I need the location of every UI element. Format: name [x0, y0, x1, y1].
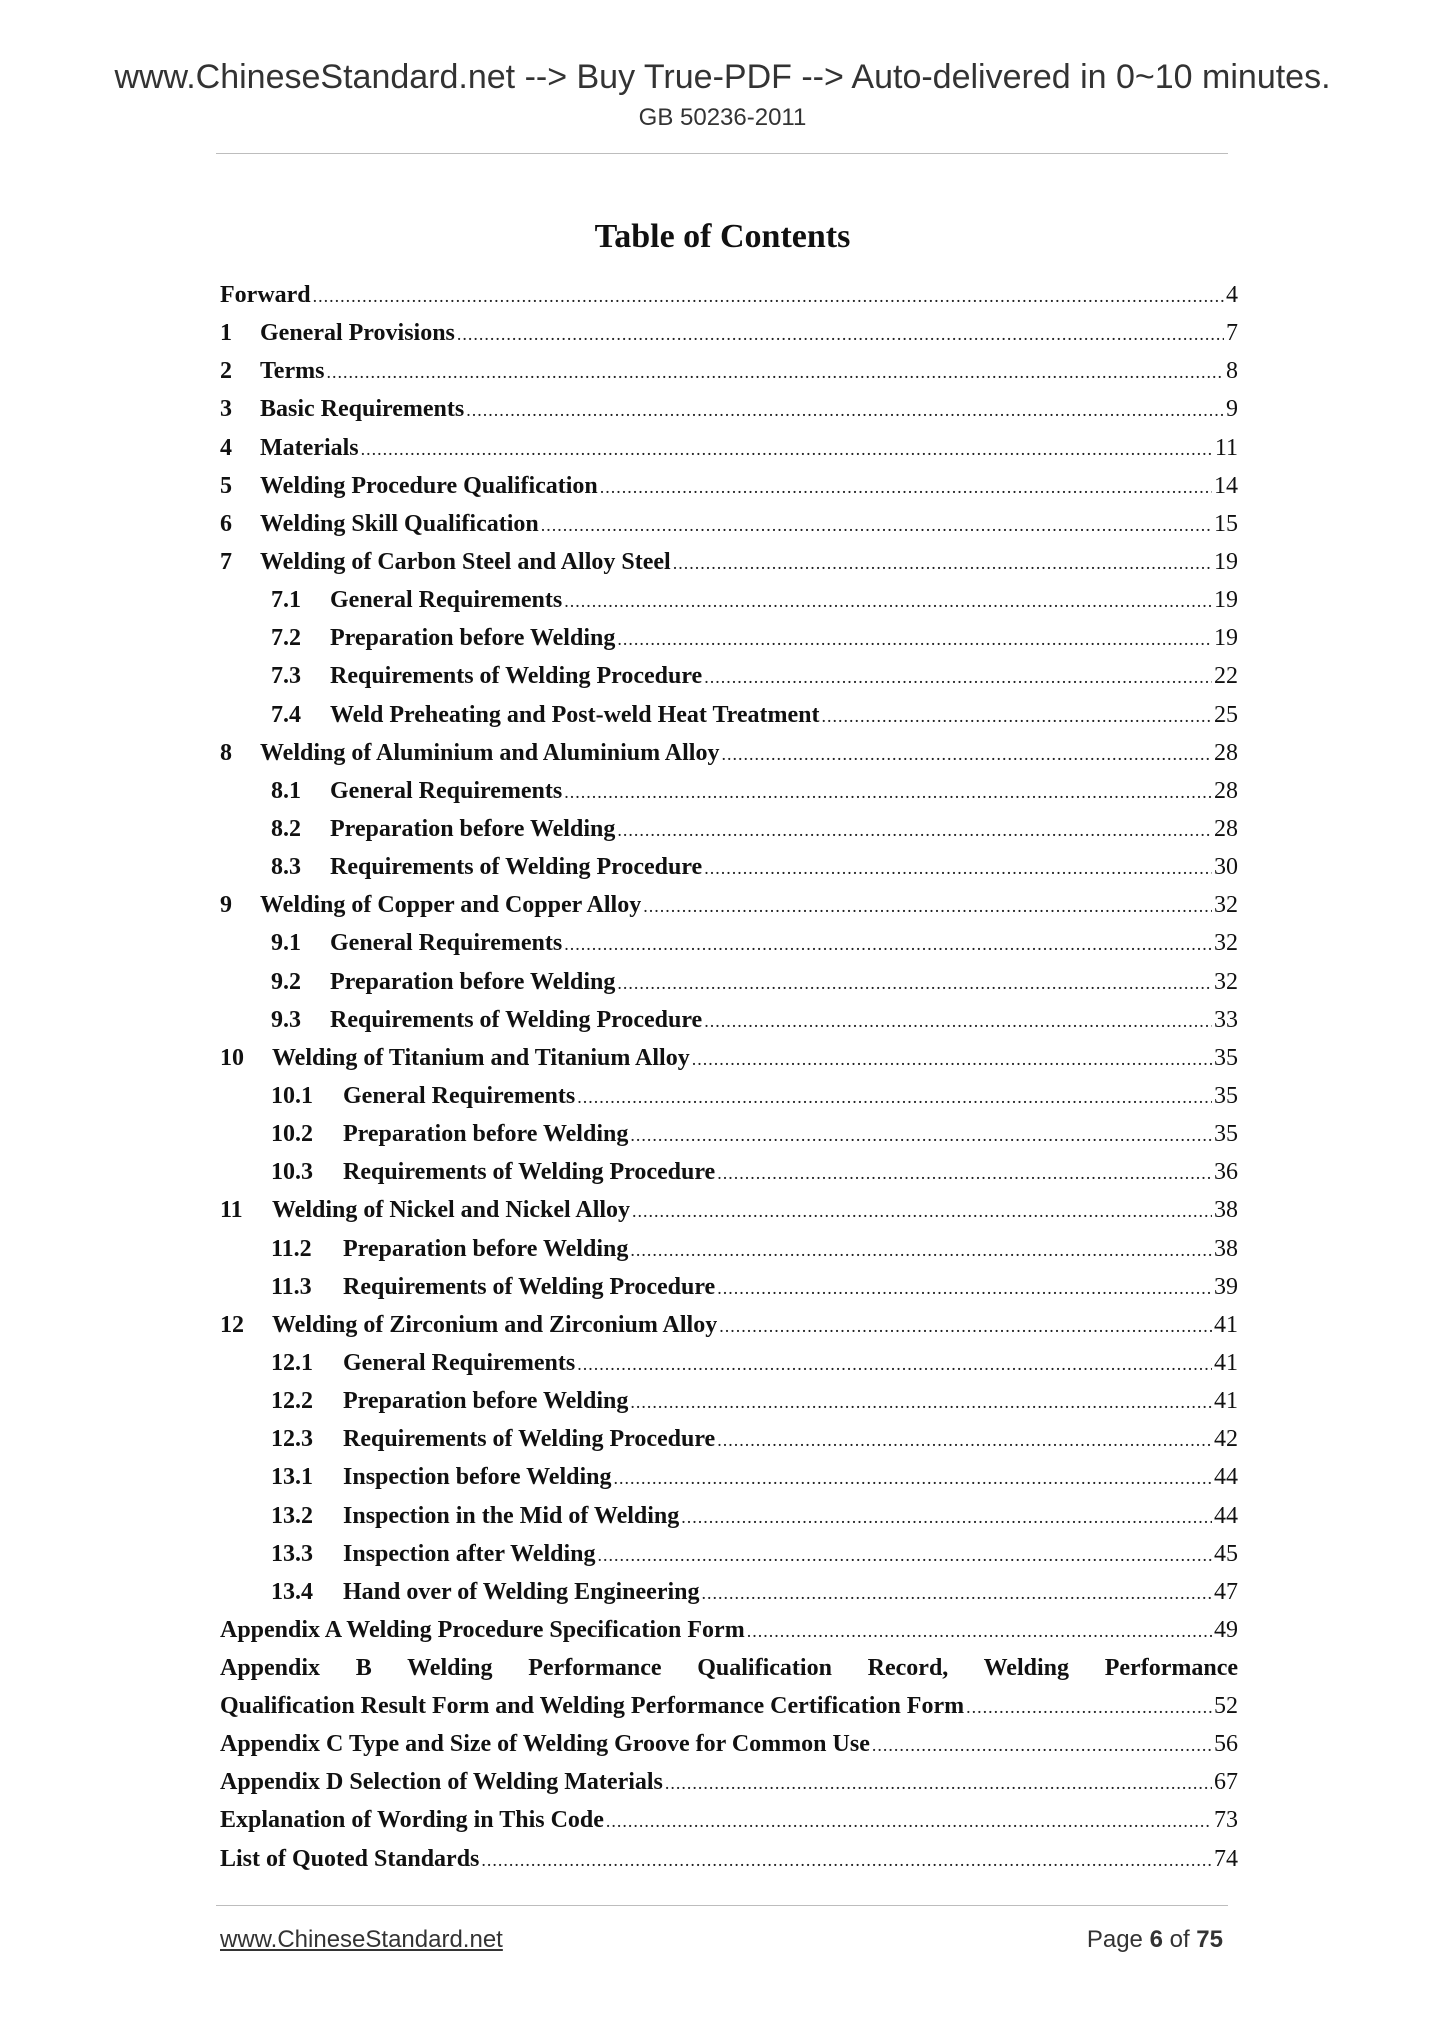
- toc-dot-leader: [541, 506, 1212, 544]
- toc-entry-number: 8.2: [271, 815, 301, 842]
- toc-entry-title: Welding Skill Qualification: [260, 510, 539, 537]
- toc-entry-number: 9.3: [271, 1006, 301, 1033]
- toc-entry-title: General Requirements: [330, 777, 563, 804]
- toc-entry[interactable]: [220, 886, 1238, 924]
- toc-entry[interactable]: [220, 1306, 1238, 1344]
- header-banner[interactable]: www.ChineseStandard.net --> Buy True-PDF --> Auto-delivered in 0~10 minutes.: [114, 58, 1331, 96]
- toc-entry-title: Welding of Aluminium and Aluminium Alloy: [260, 739, 720, 766]
- toc-dot-leader: [681, 1498, 1212, 1536]
- toc-entry-title: Welding of Copper and Copper Alloy: [260, 892, 642, 919]
- toc-entry-page: 9: [1226, 396, 1238, 423]
- toc-entry[interactable]: [220, 848, 1238, 886]
- toc-dot-leader: [673, 544, 1212, 582]
- toc-entry-number: 5: [220, 472, 232, 499]
- toc-dot-leader: [717, 1269, 1212, 1307]
- toc-entry[interactable]: [220, 1725, 1238, 1763]
- toc-entry-page: 32: [1214, 930, 1238, 957]
- toc-entry[interactable]: [220, 657, 1238, 695]
- toc-entry-title: Inspection after Welding: [343, 1540, 596, 1567]
- toc-entry-title: Inspection before Welding: [343, 1464, 612, 1491]
- toc-entry-page: 73: [1214, 1807, 1238, 1834]
- toc-entry-number: 10.2: [271, 1121, 313, 1148]
- toc-entry-title: Forward: [220, 282, 311, 308]
- toc-entry-number: 11.3: [271, 1273, 312, 1300]
- toc-entry-title: Inspection in the Mid of Welding: [343, 1502, 680, 1529]
- toc-dot-leader: [692, 1040, 1212, 1078]
- toc-dot-leader: [717, 1154, 1212, 1192]
- toc-entry-title: Requirements of Welding Procedure: [330, 663, 703, 690]
- toc-entry-number: 4: [220, 434, 232, 461]
- toc-entry[interactable]: [220, 1344, 1238, 1382]
- toc-entry-number: 3: [220, 396, 232, 423]
- toc-dot-leader: [361, 430, 1213, 468]
- toc-entry[interactable]: [220, 924, 1238, 962]
- toc-entry-number: 8.1: [271, 777, 301, 804]
- toc-entry-number: 2: [220, 358, 232, 385]
- toc-entry-page: 35: [1214, 1082, 1238, 1109]
- toc-entry[interactable]: [220, 1039, 1238, 1077]
- toc-entry[interactable]: [220, 1535, 1238, 1573]
- toc-entry[interactable]: [220, 1153, 1238, 1191]
- toc-dot-leader: [966, 1688, 1212, 1726]
- toc-entry[interactable]: [220, 581, 1238, 619]
- toc-dot-leader: [617, 620, 1212, 658]
- toc-entry[interactable]: [220, 276, 1238, 314]
- toc-entry-page: 38: [1214, 1197, 1238, 1224]
- toc-dot-leader: [457, 315, 1224, 353]
- toc-dot-leader: [617, 964, 1212, 1002]
- toc-dot-leader: [717, 1421, 1212, 1459]
- toc-entry-page: 56: [1214, 1731, 1238, 1758]
- toc-entry[interactable]: [220, 390, 1238, 428]
- toc-entry-page: 4: [1226, 282, 1238, 308]
- toc-entry-title: Welding of Titanium and Titanium Alloy: [272, 1044, 690, 1071]
- toc-dot-leader: [313, 277, 1224, 315]
- toc-entry-page: 15: [1214, 510, 1238, 537]
- toc-entry-page: 19: [1214, 548, 1238, 575]
- toc-entry[interactable]: [220, 1611, 1238, 1649]
- toc-entry-number: 8.3: [271, 854, 301, 881]
- toc-dot-leader: [564, 773, 1212, 811]
- toc-entry-page: 33: [1214, 1006, 1238, 1033]
- toc-entry[interactable]: [220, 810, 1238, 848]
- toc-entry-number: 6: [220, 510, 232, 537]
- toc-entry[interactable]: [220, 963, 1238, 1001]
- toc-entry-page: 44: [1214, 1502, 1238, 1529]
- toc-entry-title: Welding Procedure Qualification: [260, 472, 598, 499]
- toc-dot-leader: [643, 887, 1212, 925]
- toc-entry-title: Preparation before Welding: [330, 625, 616, 652]
- toc-entry-title: Welding of Carbon Steel and Alloy Steel: [260, 548, 671, 575]
- toc-entry-number: 10.3: [271, 1159, 313, 1186]
- toc-dot-leader: [564, 925, 1212, 963]
- toc-dot-leader: [719, 1307, 1212, 1345]
- toc-entry-page: 22: [1214, 663, 1238, 690]
- page-indicator: [1087, 1926, 1223, 1954]
- toc-entry[interactable]: [220, 1458, 1238, 1496]
- toc-entry-page: 28: [1214, 815, 1238, 842]
- toc-entry[interactable]: [220, 467, 1238, 505]
- toc-entry-number: 9: [220, 892, 232, 919]
- toc-dot-leader: [822, 697, 1212, 735]
- toc-dot-leader: [326, 353, 1224, 391]
- toc-dot-leader: [630, 1116, 1212, 1154]
- toc-entry-title: Preparation before Welding: [330, 815, 616, 842]
- toc-entry-page: 25: [1214, 701, 1238, 728]
- toc-dot-leader: [600, 468, 1212, 506]
- toc-entry-number: 7.4: [271, 701, 301, 728]
- toc-entry-appendix-b-line1[interactable]: Appendix B Welding Performance Qualification Record, Welding Performance: [220, 1655, 1238, 1682]
- toc-entry[interactable]: [220, 1191, 1238, 1229]
- toc-entry-title: Requirements of Welding Procedure: [343, 1273, 716, 1300]
- toc-dot-leader: [704, 849, 1212, 887]
- toc-entry-page: 41: [1214, 1349, 1238, 1376]
- toc-entry[interactable]: [220, 1573, 1238, 1611]
- toc-entry[interactable]: [220, 1801, 1238, 1839]
- toc-entry-number: 7: [220, 548, 232, 575]
- toc-entry[interactable]: [220, 1420, 1238, 1458]
- page-prefix: Page: [1086, 1926, 1143, 1953]
- toc-entry-page: 28: [1214, 777, 1238, 804]
- toc-dot-leader: [597, 1536, 1212, 1574]
- footer-divider: [216, 1905, 1228, 1906]
- toc-entry-title: General Requirements: [343, 1349, 576, 1376]
- toc-entry[interactable]: [220, 352, 1238, 390]
- toc-dot-leader: [613, 1459, 1212, 1497]
- toc-entry-number: 13.4: [271, 1578, 313, 1605]
- toc-entry-page: 35: [1214, 1044, 1238, 1071]
- toc-entry[interactable]: [220, 772, 1238, 810]
- table-of-contents: [220, 276, 1238, 1878]
- page-title: Table of Contents: [594, 218, 851, 255]
- toc-dot-leader: [632, 1192, 1212, 1230]
- toc-entry-title: General Requirements: [343, 1082, 576, 1109]
- toc-entry[interactable]: [220, 1840, 1238, 1878]
- toc-entry-title: Hand over of Welding Engineering: [343, 1578, 700, 1605]
- toc-entry-title: Weld Preheating and Post-weld Heat Treatment: [330, 701, 820, 728]
- document-id: GB 50236-2011: [638, 104, 807, 131]
- toc-entry[interactable]: [220, 1763, 1238, 1801]
- toc-entry[interactable]: [220, 619, 1238, 657]
- toc-entry-number: 7.1: [271, 587, 301, 614]
- toc-entry-number: 12.3: [271, 1426, 313, 1453]
- toc-entry-page: 42: [1214, 1426, 1238, 1453]
- toc-entry-appendix-b[interactable]: [220, 1687, 1238, 1725]
- toc-entry-number: 7.3: [271, 663, 301, 690]
- toc-entry-page: 41: [1214, 1388, 1238, 1415]
- toc-entry-number: 8: [220, 739, 232, 766]
- toc-entry-title: Appendix D Selection of Welding Materials: [220, 1769, 663, 1796]
- toc-entry-page: 32: [1214, 968, 1238, 995]
- toc-entry-page: 8: [1226, 358, 1238, 385]
- toc-entry[interactable]: [220, 1497, 1238, 1535]
- toc-entry-page: 74: [1214, 1845, 1238, 1872]
- toc-entry[interactable]: [220, 1382, 1238, 1420]
- toc-entry-page: 30: [1214, 854, 1238, 881]
- toc-entry-page: 35: [1214, 1121, 1238, 1148]
- toc-entry-title: Requirements of Welding Procedure: [330, 1006, 703, 1033]
- toc-entry-title: Basic Requirements: [260, 396, 465, 423]
- toc-entry[interactable]: [220, 429, 1238, 467]
- toc-entry[interactable]: [220, 543, 1238, 581]
- toc-entry[interactable]: [220, 505, 1238, 543]
- toc-entry-page: 47: [1214, 1578, 1238, 1605]
- toc-dot-leader: [702, 1574, 1213, 1612]
- toc-entry-page: 52: [1214, 1693, 1238, 1720]
- toc-entry-number: 12: [220, 1311, 244, 1338]
- toc-entry-page: 14: [1214, 472, 1238, 499]
- toc-entry-number: 7.2: [271, 625, 301, 652]
- toc-entry-page: 49: [1214, 1616, 1238, 1643]
- toc-entry-title: Preparation before Welding: [343, 1121, 629, 1148]
- toc-entry-page: 45: [1214, 1540, 1238, 1567]
- toc-entry-number: 13.1: [271, 1464, 313, 1491]
- toc-dot-leader: [606, 1802, 1212, 1840]
- toc-entry[interactable]: [220, 1268, 1238, 1306]
- toc-dot-leader: [577, 1345, 1212, 1383]
- toc-dot-leader: [577, 1078, 1212, 1116]
- toc-entry-title: Preparation before Welding: [343, 1235, 629, 1262]
- toc-dot-leader: [466, 391, 1224, 429]
- toc-entry-title: Qualification Result Form and Welding Performance Certification Form: [220, 1693, 965, 1720]
- toc-dot-leader: [872, 1726, 1212, 1764]
- toc-entry-page: 19: [1214, 625, 1238, 652]
- toc-dot-leader: [665, 1764, 1212, 1802]
- toc-entry[interactable]: [220, 1077, 1238, 1115]
- toc-entry-number: 9.1: [271, 930, 301, 957]
- toc-entry-number: 10: [220, 1044, 244, 1071]
- toc-entry-number: 10.1: [271, 1082, 313, 1109]
- toc-entry-title: Requirements of Welding Procedure: [330, 854, 703, 881]
- toc-dot-leader: [630, 1383, 1212, 1421]
- page-total: 75: [1196, 1926, 1223, 1953]
- toc-entry-title: Terms: [260, 358, 325, 385]
- toc-dot-leader: [617, 811, 1212, 849]
- toc-entry-title: Materials: [260, 434, 359, 461]
- toc-entry-title: Welding of Nickel and Nickel Alloy: [272, 1197, 631, 1224]
- toc-entry-title: Requirements of Welding Procedure: [343, 1159, 716, 1186]
- toc-entry[interactable]: [220, 696, 1238, 734]
- toc-entry-number: 11.2: [271, 1235, 312, 1262]
- toc-entry-title: Appendix A Welding Procedure Specification Form: [220, 1616, 745, 1643]
- toc-entry-page: 32: [1214, 892, 1238, 919]
- toc-entry-page: 39: [1214, 1273, 1238, 1300]
- toc-entry[interactable]: [220, 1230, 1238, 1268]
- toc-entry-page: 41: [1214, 1311, 1238, 1338]
- toc-entry-number: 1: [220, 320, 232, 347]
- toc-entry-number: 12.1: [271, 1349, 313, 1376]
- toc-dot-leader: [564, 582, 1212, 620]
- header-divider: [216, 153, 1228, 154]
- footer-site-link[interactable]: www.ChineseStandard.net: [220, 1926, 503, 1953]
- toc-entry-page: 28: [1214, 739, 1238, 766]
- toc-entry-title: List of Quoted Standards: [220, 1845, 480, 1872]
- toc-dot-leader: [630, 1231, 1212, 1269]
- toc-dot-leader: [704, 658, 1212, 696]
- toc-entry-page: 44: [1214, 1464, 1238, 1491]
- toc-entry-title: General Requirements: [330, 930, 563, 957]
- toc-dot-leader: [747, 1612, 1212, 1650]
- toc-dot-leader: [721, 735, 1212, 773]
- toc-entry-number: 9.2: [271, 968, 301, 995]
- toc-entry-title: Preparation before Welding: [343, 1388, 629, 1415]
- toc-entry-title: Appendix C Type and Size of Welding Groove for Common Use: [220, 1731, 870, 1758]
- toc-entry-number: 13.3: [271, 1540, 313, 1567]
- page-of: of: [1169, 1926, 1190, 1953]
- toc-entry[interactable]: [220, 1001, 1238, 1039]
- toc-entry-page: 11: [1214, 434, 1238, 461]
- toc-entry-number: 12.2: [271, 1388, 313, 1415]
- toc-entry[interactable]: [220, 734, 1238, 772]
- toc-entry-title: Preparation before Welding: [330, 968, 616, 995]
- toc-entry[interactable]: [220, 314, 1238, 352]
- toc-entry-title: Explanation of Wording in This Code: [220, 1807, 604, 1834]
- toc-entry-number: 13.2: [271, 1502, 313, 1529]
- toc-entry-page: 7: [1226, 320, 1238, 347]
- toc-entry-title: General Requirements: [330, 587, 563, 614]
- toc-entry-title: Welding of Zirconium and Zirconium Alloy: [272, 1311, 718, 1338]
- toc-entry[interactable]: [220, 1115, 1238, 1153]
- toc-entry-title: General Provisions: [260, 320, 455, 347]
- toc-dot-leader: [481, 1841, 1212, 1879]
- toc-entry-page: 67: [1214, 1769, 1238, 1796]
- toc-entry-page: 38: [1214, 1235, 1238, 1262]
- page-current: 6: [1149, 1926, 1163, 1953]
- toc-dot-leader: [704, 1002, 1212, 1040]
- toc-entry-page: 19: [1214, 587, 1238, 614]
- toc-entry-page: 36: [1214, 1159, 1238, 1186]
- toc-entry-number: 11: [220, 1197, 243, 1224]
- toc-entry-title: Requirements of Welding Procedure: [343, 1426, 716, 1453]
